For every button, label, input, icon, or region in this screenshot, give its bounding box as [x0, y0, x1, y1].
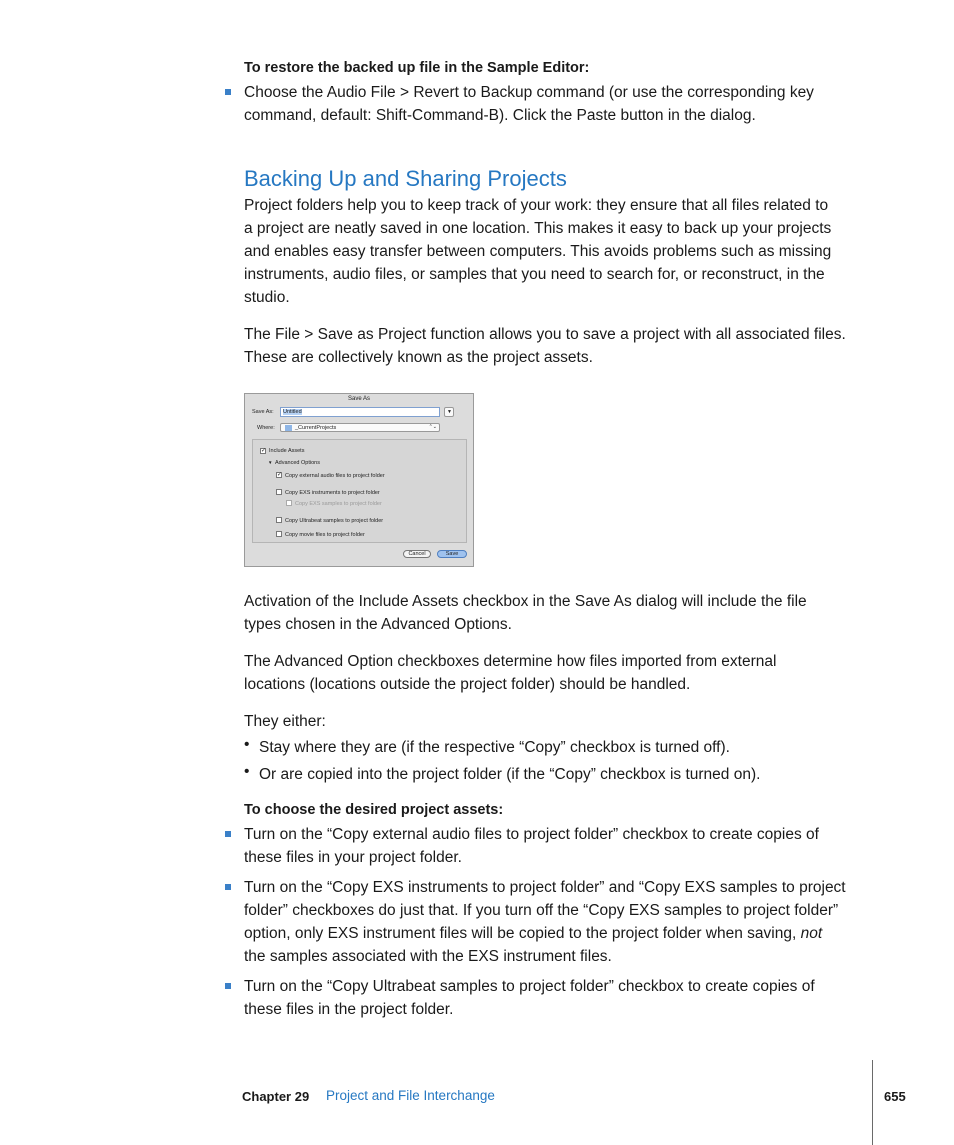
square-bullet-icon [225, 884, 231, 890]
copy-ultrabeat-label: Copy Ultrabeat samples to project folder [285, 518, 384, 524]
copy-exs-instruments-checkbox[interactable] [276, 489, 282, 495]
copy-movie-label: Copy movie files to project folder [285, 532, 365, 538]
copy-audio-checkbox[interactable] [276, 472, 282, 478]
option-stay-text: Stay where they are (if the respective “Copy” checkbox is turned off). [259, 739, 730, 756]
procedure-heading-assets: To choose the desired project assets: [244, 802, 504, 818]
checkmark-icon: ✓ [261, 448, 267, 454]
expand-dialog-button[interactable] [444, 407, 454, 417]
emphasis-not: not [800, 925, 823, 942]
where-label: Where: [257, 425, 275, 431]
copy-exs-instruments-label: Copy EXS instruments to project folder [285, 490, 380, 496]
paragraph-3-line2: types chosen in the Advanced Options. [244, 616, 512, 633]
restore-step-line1: Choose the Audio File > Revert to Backup command (or use the corresponding key [244, 84, 814, 101]
include-assets-checkbox[interactable] [260, 448, 266, 454]
where-popup[interactable] [280, 423, 440, 432]
dialog-title: Save As [347, 396, 370, 402]
advanced-options-label: Advanced Options [275, 460, 320, 466]
square-bullet-icon [225, 89, 231, 95]
dot-bullet-icon: • [244, 763, 250, 780]
paragraph-1-line2: a project are neatly saved in one location. This makes it easy to back up your projects [244, 220, 832, 237]
step-1-line2: these files in your project folder. [244, 849, 462, 866]
save-button[interactable]: Save [437, 550, 467, 558]
paragraph-2-line1: The File > Save as Project function allows you to save a project with all associated files. [244, 326, 846, 343]
save-as-label: Save As: [252, 409, 274, 415]
step-2-line3 [244, 922, 822, 945]
page-number: 655 [884, 1089, 906, 1104]
checkmark-icon: ✓ [277, 472, 283, 478]
footer-divider [872, 1060, 873, 1145]
copy-audio-label: Copy external audio files to project folder [285, 473, 385, 479]
footer-chapter-title: Project and File Interchange [326, 1088, 495, 1103]
square-bullet-icon [225, 831, 231, 837]
step-3-line2: these files in the project folder. [244, 1001, 454, 1018]
paragraph-1-line1: Project folders help you to keep track of your work: they ensure that all files related to [244, 197, 829, 214]
step-2-line3-text: option, only EXS instrument files will be copied to the project folder when saving, [244, 925, 801, 942]
popup-arrows-icon: ⌃⌄ [428, 424, 437, 430]
paragraph-3-line1: Activation of the Include Assets checkbox in the Save As dialog will include the file [244, 593, 807, 610]
step-3-line1: Turn on the “Copy Ultrabeat samples to project folder” checkbox to create copies of [244, 978, 815, 995]
step-2-line2: folder” checkboxes do just that. If you turn off the “Copy EXS samples to project folder” [244, 902, 839, 919]
paragraph-1-line5: studio. [244, 289, 290, 306]
step-2-line4: the samples associated with the EXS instrument files. [244, 948, 612, 965]
disclosure-triangle-icon[interactable]: ▼ [268, 460, 273, 465]
paragraph-1-line3: and enables easy transfer between computers. This avoids problems such as missing [244, 243, 832, 260]
square-bullet-icon [225, 983, 231, 989]
paragraph-4-line1: The Advanced Option checkboxes determine how files imported from external [244, 653, 777, 670]
copy-movie-checkbox[interactable] [276, 531, 282, 537]
where-value: _CurrentProjects [295, 425, 337, 431]
save-as-dialog [244, 393, 474, 567]
footer-chapter: Chapter 29 [242, 1089, 310, 1104]
they-either-text: They either: [244, 713, 326, 730]
cancel-button[interactable]: Cancel [403, 550, 431, 558]
paragraph-2-line2: These are collectively known as the project assets. [244, 349, 593, 366]
paragraph-1-line4: instruments, audio files, or samples that you need to search for, or reconstruct, in the [244, 266, 825, 283]
copy-exs-samples-checkbox[interactable] [286, 500, 292, 506]
procedure-heading-restore: To restore the backed up file in the Sample Editor: [244, 60, 590, 76]
section-title: Backing Up and Sharing Projects [244, 166, 567, 191]
folder-icon [285, 425, 292, 431]
copy-exs-samples-label: Copy EXS samples to project folder [295, 501, 382, 507]
chevron-down-icon: ▼ [447, 409, 452, 415]
option-copied-text: Or are copied into the project folder (if the “Copy” checkbox is turned on). [259, 766, 761, 783]
step-2-line1: Turn on the “Copy EXS instruments to project folder” and “Copy EXS samples to project [244, 879, 846, 896]
dot-bullet-icon: • [244, 736, 250, 753]
assets-options-group [252, 439, 467, 543]
paragraph-4-line2: locations (locations outside the project folder) should be handled. [244, 676, 691, 693]
step-1-line1: Turn on the “Copy external audio files to project folder” checkbox to create copies of [244, 826, 819, 843]
restore-step-line2: command, default: Shift-Command-B). Click the Paste button in the dialog. [244, 107, 756, 124]
include-assets-label: Include Assets [269, 448, 305, 454]
save-as-input[interactable] [280, 407, 440, 417]
copy-ultrabeat-checkbox[interactable] [276, 517, 282, 523]
save-as-value: Untitled [283, 409, 302, 415]
